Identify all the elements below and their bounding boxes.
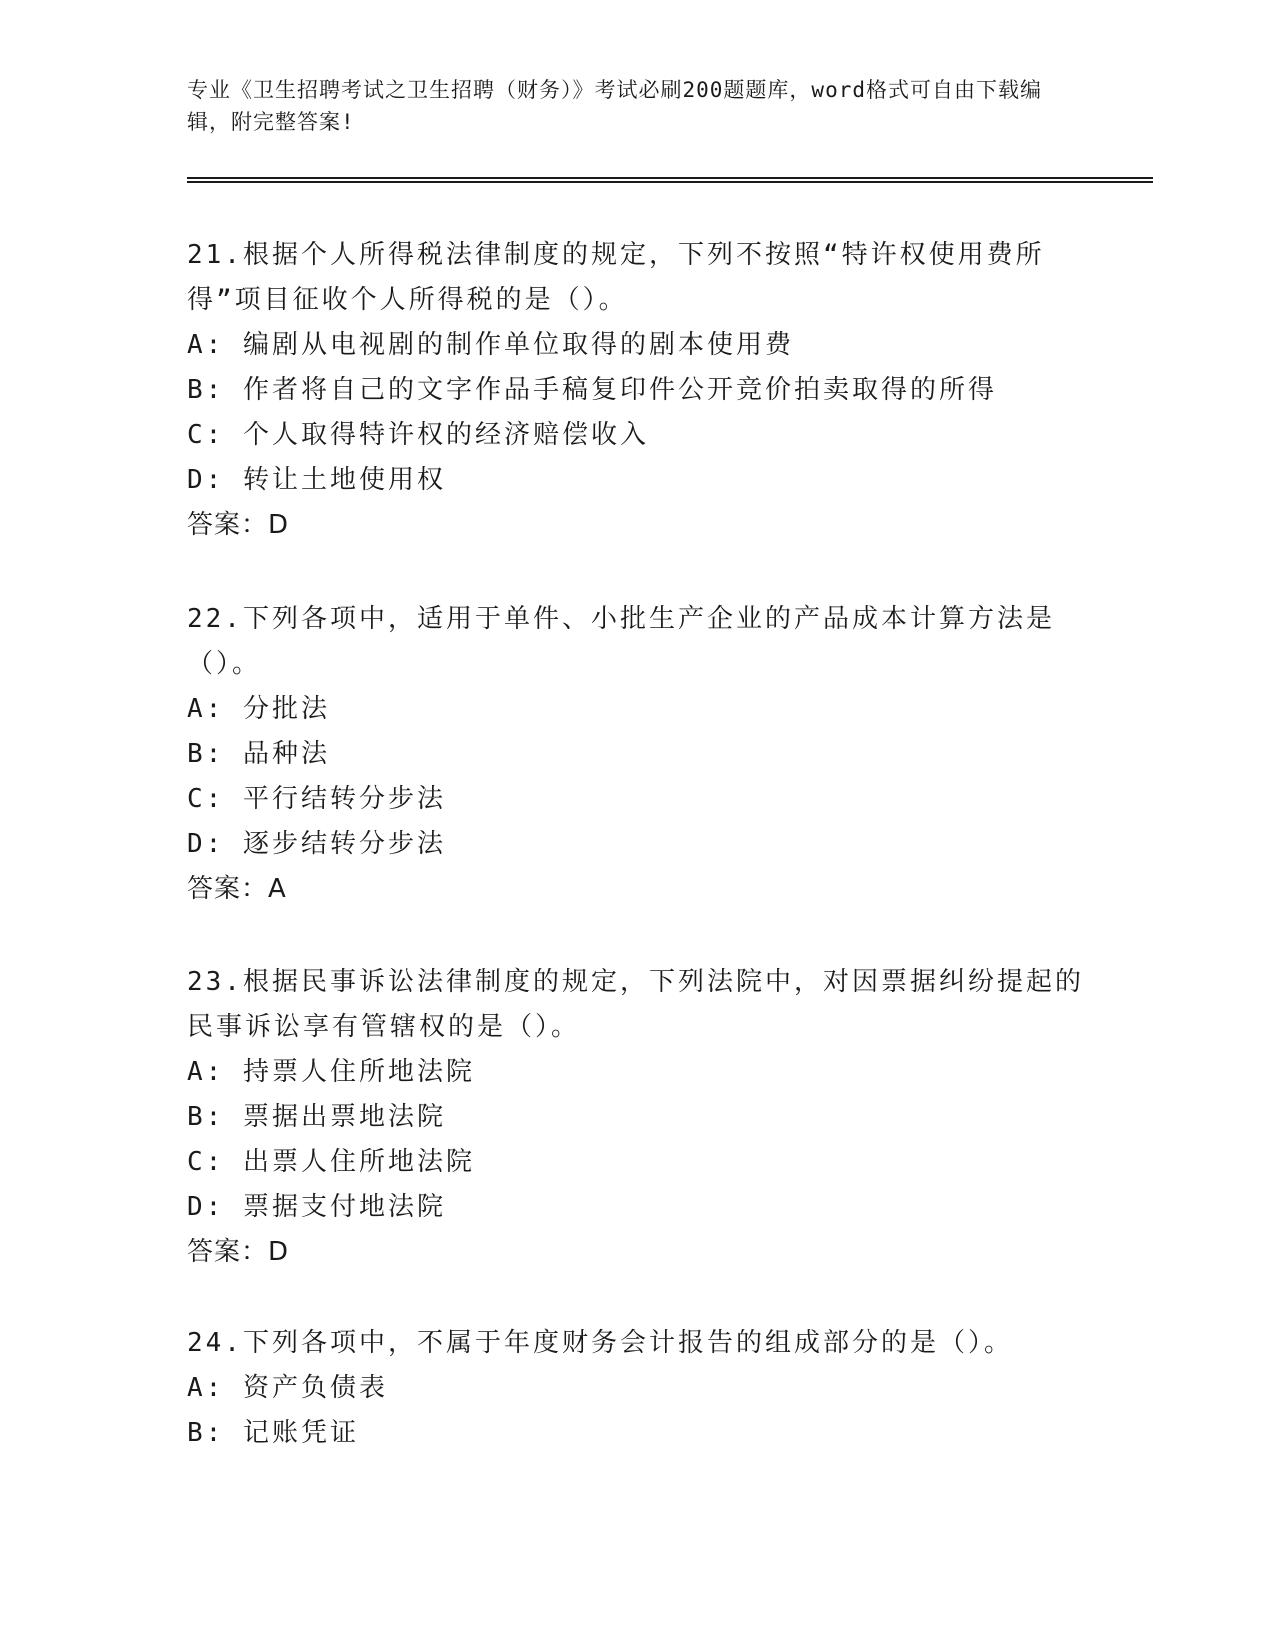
header-note: 专业《卫生招聘考试之卫生招聘（财务）》考试必刷200题题库，word格式可自由下载编辑，附完整答案! bbox=[187, 78, 1042, 134]
option-b: B: 记账凭证 bbox=[187, 1418, 359, 1448]
header-divider bbox=[187, 177, 1153, 183]
option-c: C: 平行结转分步法 bbox=[187, 784, 446, 814]
question-22 bbox=[187, 597, 1087, 912]
answer-line: 答案：D bbox=[187, 510, 290, 540]
option-b: B: 票据出票地法院 bbox=[187, 1102, 446, 1132]
question-stem: 22.下列各项中，适用于单件、小批生产企业的产品成本计算方法是（）。 bbox=[187, 604, 1055, 679]
question-21 bbox=[187, 233, 1087, 548]
option-c: C: 个人取得特许权的经济赔偿收入 bbox=[187, 420, 649, 450]
option-d: D: 逐步结转分步法 bbox=[187, 829, 446, 859]
question-23 bbox=[187, 960, 1087, 1275]
option-a: A: 持票人住所地法院 bbox=[187, 1057, 475, 1087]
option-d: D: 票据支付地法院 bbox=[187, 1192, 446, 1222]
answer-line: 答案：D bbox=[187, 1237, 290, 1267]
option-a: A: 分批法 bbox=[187, 694, 330, 724]
option-c: C: 出票人住所地法院 bbox=[187, 1147, 475, 1177]
question-24 bbox=[187, 1321, 1087, 1456]
option-a: A: 编剧从电视剧的制作单位取得的剧本使用费 bbox=[187, 330, 794, 360]
option-b: B: 作者将自己的文字作品手稿复印件公开竞价拍卖取得的所得 bbox=[187, 375, 997, 405]
option-d: D: 转让土地使用权 bbox=[187, 465, 446, 495]
question-stem: 21.根据个人所得税法律制度的规定，下列不按照“特许权使用费所得”项目征收个人所得税的是（）。 bbox=[187, 240, 1045, 315]
option-b: B: 品种法 bbox=[187, 739, 330, 769]
option-a: A: 资产负债表 bbox=[187, 1373, 388, 1403]
answer-line: 答案：A bbox=[187, 874, 287, 904]
question-stem: 23.根据民事诉讼法律制度的规定，下列法院中，对因票据纠纷提起的民事诉讼享有管辖权的是（）。 bbox=[187, 967, 1084, 1042]
question-stem: 24.下列各项中，不属于年度财务会计报告的组成部分的是（）。 bbox=[187, 1328, 1013, 1358]
